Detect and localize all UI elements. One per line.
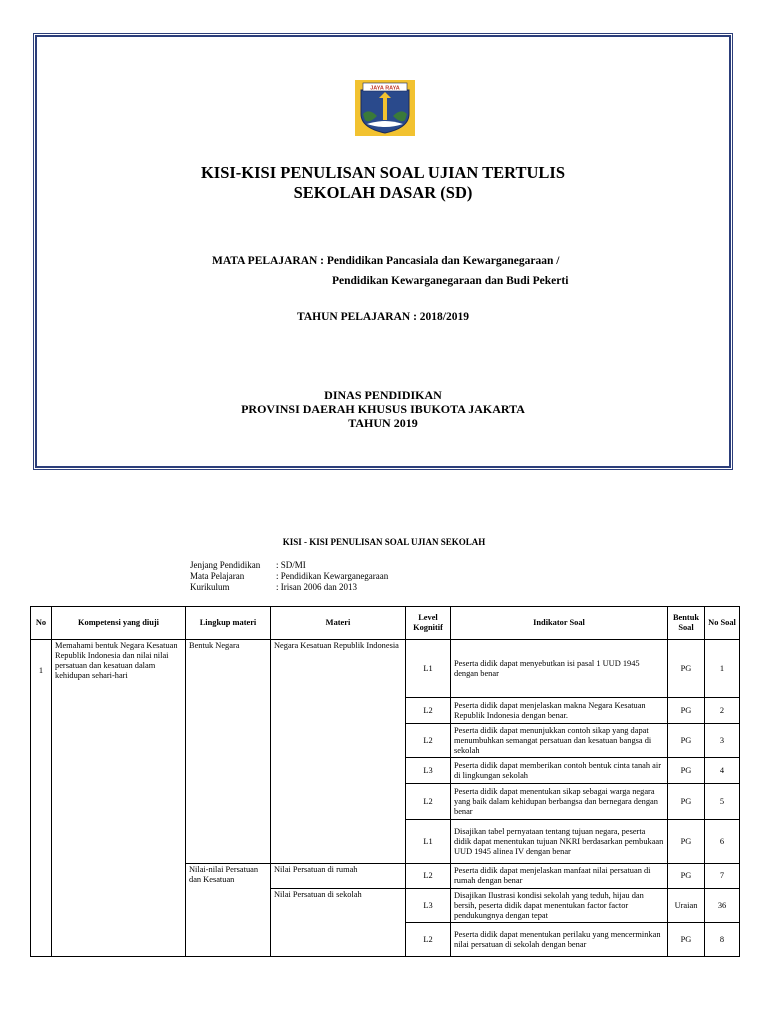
cell-indikator: Disajikan tabel pernyataan tentang tujuan negara, peserta didik dapat menentukan tujuan NKRI berdasarkan pembukaan UUD 1945 alinea IV dengan benar: [451, 820, 668, 864]
cell-nosoal: 6: [705, 820, 740, 864]
document-meta: [190, 560, 388, 593]
meta-label: Kurikulum: [190, 582, 230, 592]
cover-page: [33, 33, 733, 470]
cell-nosoal: 36: [705, 889, 740, 923]
cell-bentuk: PG: [668, 923, 705, 957]
cell-bentuk: PG: [668, 640, 705, 698]
cell-indikator: Peserta didik dapat memberikan contoh bentuk cinta tanah air di lingkungan sekolah: [451, 758, 668, 784]
header-kompetensi: Kompetensi yang diuji: [52, 607, 186, 640]
cell-level: L2: [406, 923, 451, 957]
meta-label: Jenjang Pendidikan: [190, 560, 261, 570]
cell-level: L2: [406, 864, 451, 889]
institution-line3: TAHUN 2019: [348, 416, 418, 430]
meta-value: : Irisan 2006 dan 2013: [276, 582, 357, 592]
cell-indikator: Peserta didik dapat menjelaskan manfaat nilai persatuan di rumah dengan benar: [451, 864, 668, 889]
meta-row: [190, 582, 388, 593]
cell-kompetensi: Memahami bentuk Negara Kesatuan Republik Indonesia dan nilai nilai persatuan dan kesatuan dalam kehidupan sehari-hari: [52, 640, 186, 957]
cell-indikator: Peserta didik dapat menunjukkan contoh sikap yang dapat menumbuhkan semangat persatuan dan kesatuan bangsa di sekolah: [451, 724, 668, 758]
cell-level: L2: [406, 784, 451, 820]
cell-lingkup: Bentuk Negara: [186, 640, 271, 864]
institution-line1: DINAS PENDIDIKAN: [324, 388, 442, 402]
header-level: Level Kognitif: [406, 607, 451, 640]
subject-line2: Pendidikan Kewarganegaraan dan Budi Pekerti: [332, 275, 569, 287]
header-nosoal: No Soal: [705, 607, 740, 640]
institution-line2: PROVINSI DAERAH KHUSUS IBUKOTA JAKARTA: [241, 402, 525, 416]
meta-label: Mata Pelajaran: [190, 571, 245, 581]
cell-bentuk: PG: [668, 758, 705, 784]
header-no: No: [31, 607, 52, 640]
subject-line1: MATA PELAJARAN : Pendidikan Pancasiala dan Kewarganegaraan /: [212, 255, 560, 267]
cell-level: L1: [406, 640, 451, 698]
header-bentuk: Bentuk Soal: [668, 607, 705, 640]
meta-row: [190, 571, 388, 582]
cell-nosoal: 4: [705, 758, 740, 784]
meta-row: [190, 560, 388, 571]
cover-title-line1: KISI-KISI PENULISAN SOAL UJIAN TERTULIS: [200, 163, 566, 182]
cell-level: L2: [406, 698, 451, 724]
cell-nosoal: 2: [705, 698, 740, 724]
cover-title-line2: SEKOLAH DASAR (SD): [293, 183, 473, 202]
header-lingkup: Lingkup materi: [186, 607, 271, 640]
cell-indikator: Peserta didik dapat menyebutkan isi pasal 1 UUD 1945 dengan benar: [451, 640, 668, 698]
kisi-kisi-table: [30, 606, 740, 957]
meta-value: : SD/MI: [276, 560, 306, 570]
cell-nosoal: 3: [705, 724, 740, 758]
cell-nosoal: 7: [705, 864, 740, 889]
document-title: KISI - KISI PENULISAN SOAL UJIAN SEKOLAH: [282, 537, 486, 547]
cell-indikator: Peserta didik dapat menentukan sikap sebagai warga negara yang baik dalam kehidupan berbangsa dan bernegara dengan benar: [451, 784, 668, 820]
cell-indikator: Peserta didik dapat menjelaskan makna Negara Kesatuan Republik Indonesia dengan benar.: [451, 698, 668, 724]
cell-nosoal: 1: [705, 640, 740, 698]
header-materi: Materi: [271, 607, 406, 640]
cell-materi: Nilai Persatuan di sekolah: [271, 889, 406, 957]
cell-bentuk: Uraian: [668, 889, 705, 923]
jakarta-emblem-logo: [355, 80, 415, 136]
meta-value: : Pendidikan Kewarganegaraan: [276, 571, 389, 581]
cell-indikator: Peserta didik dapat menentukan perilaku yang mencerminkan nilai persatuan di sekolah dengan benar: [451, 923, 668, 957]
header-indikator: Indikator Soal: [451, 607, 668, 640]
cell-bentuk: PG: [668, 724, 705, 758]
cell-level: L2: [406, 724, 451, 758]
cell-indikator: Disajikan Ilustrasi kondisi sekolah yang teduh, hijau dan bersih, peserta didik dapat menentukan factor factor pendukungnya dengan tepat: [451, 889, 668, 923]
cell-lingkup: Nilai-nilai Persatuan dan Kesatuan: [186, 864, 271, 957]
cell-bentuk: PG: [668, 864, 705, 889]
cell-level: L3: [406, 758, 451, 784]
cell-nosoal: 8: [705, 923, 740, 957]
table-row: [31, 640, 740, 698]
cell-nosoal: 5: [705, 784, 740, 820]
cell-bentuk: PG: [668, 698, 705, 724]
cell-bentuk: PG: [668, 820, 705, 864]
academic-year: TAHUN PELAJARAN : 2018/2019: [297, 311, 469, 323]
cell-materi: Nilai Persatuan di rumah: [271, 864, 406, 889]
cell-level: L3: [406, 889, 451, 923]
cell-level: L1: [406, 820, 451, 864]
table-header-row: [31, 607, 740, 640]
svg-text:JAYA RAYA: JAYA RAYA: [370, 85, 400, 92]
cell-bentuk: PG: [668, 784, 705, 820]
cell-no: 1: [31, 640, 52, 957]
cell-materi: Negara Kesatuan Republik Indonesia: [271, 640, 406, 864]
